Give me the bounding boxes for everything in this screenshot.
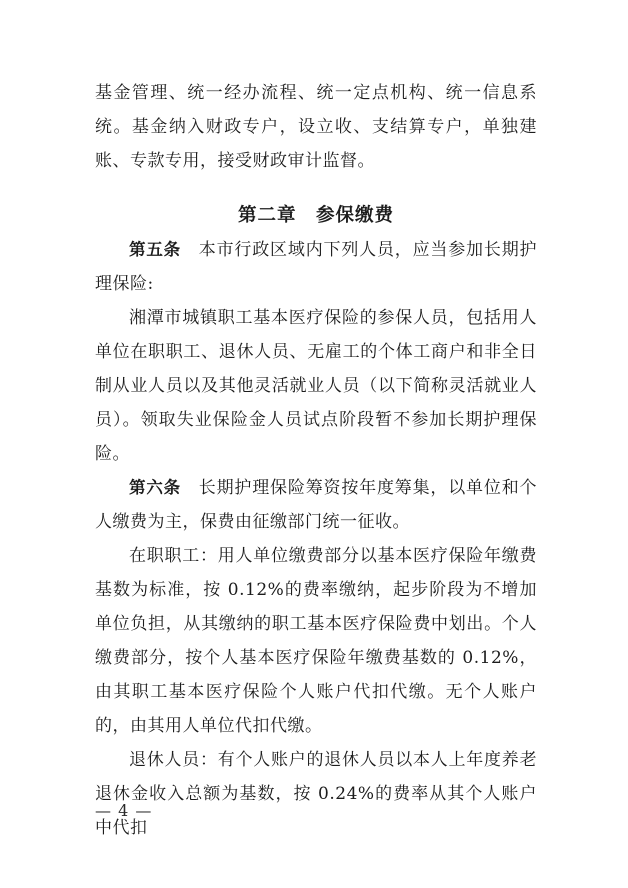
page-number: — 4 — <box>95 801 153 820</box>
paragraph-article-5 <box>95 233 537 301</box>
paragraph-fund-management: 基金管理、统一经办流程、统一定点机构、统一信息系统。基金纳入财政专户，设立收、支结算专户，单独建账、专款专用，接受财政审计监督。 <box>95 83 537 171</box>
paragraph-retirees: 退休人员：有个人账户的退休人员以本人上年度养老退休金收入总额为基数，按 0.24%的费率从其个人账户中代扣 <box>95 750 537 838</box>
chapter-2-heading: 第二章 参保缴费 <box>237 205 394 226</box>
article-5-text: 本市行政区域内下列人员，应当参加长期护理保险: <box>95 240 538 294</box>
paragraph-covered-persons: 湘潭市城镇职工基本医疗保险的参保人员，包括用人单位在职职工、退休人员、无雇工的个体工商户和非全日制从业人员以及其他灵活就业人员（以下简称灵活就业人员）。领取失业保险金人员试点阶段暂不参加长期护理保险。 <box>95 308 537 464</box>
paragraph-article-6 <box>95 471 537 539</box>
article-6-label: 第六条 <box>129 478 181 497</box>
article-6-text: 长期护理保险筹资按年度筹集，以单位和个人缴费为主，保费由征缴部门统一征收。 <box>95 478 538 532</box>
document-body <box>95 76 537 845</box>
article-5-label: 第五条 <box>129 240 181 259</box>
paragraph-active-employees: 在职职工：用人单位缴费部分以基本医疗保险年缴费基数为标准，按 0.12%的费率缴纳，起步阶段为不增加单位负担，从其缴纳的职工基本医疗保险费中划出。个人缴费部分，按个人基本医疗保险年缴费基数的 0.12%，由其职工基本医疗保险个人账户代扣代缴。无个人账户的，由其用人单位代扣代缴。 <box>95 546 537 736</box>
